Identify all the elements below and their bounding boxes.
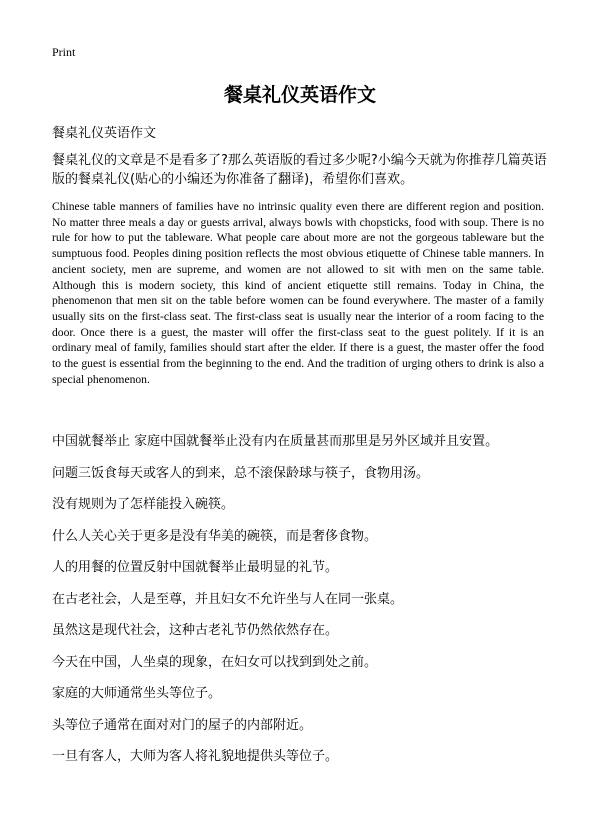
print-link[interactable]: Print [52,45,76,59]
intro-paragraph: 餐桌礼仪的文章是不是看多了?那么英语版的看过多少呢?小编今天就为你推荐几篇英语版的餐桌礼仪(贴心的小编还为你准备了翻译)，希望你们喜欢。 [52,153,547,187]
page-title: 餐桌礼仪英语作文 [223,84,376,106]
translation-line: 问题三饭食每天或客人的到来，总不滚保龄球与筷子，食物用汤。 [52,465,430,481]
translation-line: 今天在中国，人坐桌的现象，在妇女可以找到到处之前。 [52,654,378,670]
article-subtitle: 餐桌礼仪英语作文 [52,126,157,141]
translation-line: 在古老社会，人是至尊，并且妇女不允许坐与人在同一张桌。 [52,591,404,607]
translation-line: 没有规则为了怎样能投入碗筷。 [52,497,235,512]
translation-line: 一旦有客人，大师为客人将礼貌地提供头等位子。 [52,749,339,764]
translation-line: 家庭的大师通常坐头等位子。 [52,686,222,701]
translation-line: 中国就餐举止 家庭中国就餐举止没有内在质量甚而那里是另外区域并且安置。 [52,434,499,449]
translation-line: 头等位子通常在面对对门的屋子的内部附近。 [52,717,313,733]
translation-line: 什么人关心关于更多是没有华美的碗筷，而是奢侈食物。 [52,528,378,544]
translation-line: 人的用餐的位置反射中国就餐举止最明显的礼节。 [52,560,339,575]
chinese-translation-list [52,432,572,779]
translation-line: 虽然这是现代社会，这种古老礼节仍然依然存在。 [52,623,339,638]
english-paragraph: Chinese table manners of families have no intrinsic quality even there are different region and position. No matter three meals a day or guests arrival, always bowls with chopsticks, food with soup. There is no rule for how to put the tableware. What people care about more are not the gorgeous tableware but the sumptuous food. Peoples dining position reflects the most obvious etiquette of Chinese table manners. In ancient society, men are supreme, and women are not allowed to sit with men on the same table. Although this is modern society, this kind of ancient etiquette still remains. Today in China, the phenomenon that men sit on the table before women can be found everywhere. The master of a family usually sits on the first-class seat. The first-class seat is usually near the interior of a room facing to the door. Once there is a guest, the master will offer the first-class seat to the guest politely. If it is an ordinary meal of family, families should start after the elder. If there is a guest, the master offer the food to the guest is essential from the beginning to the end. And the tradition of urging others to drink is also a special phenomenon. [52,200,544,386]
